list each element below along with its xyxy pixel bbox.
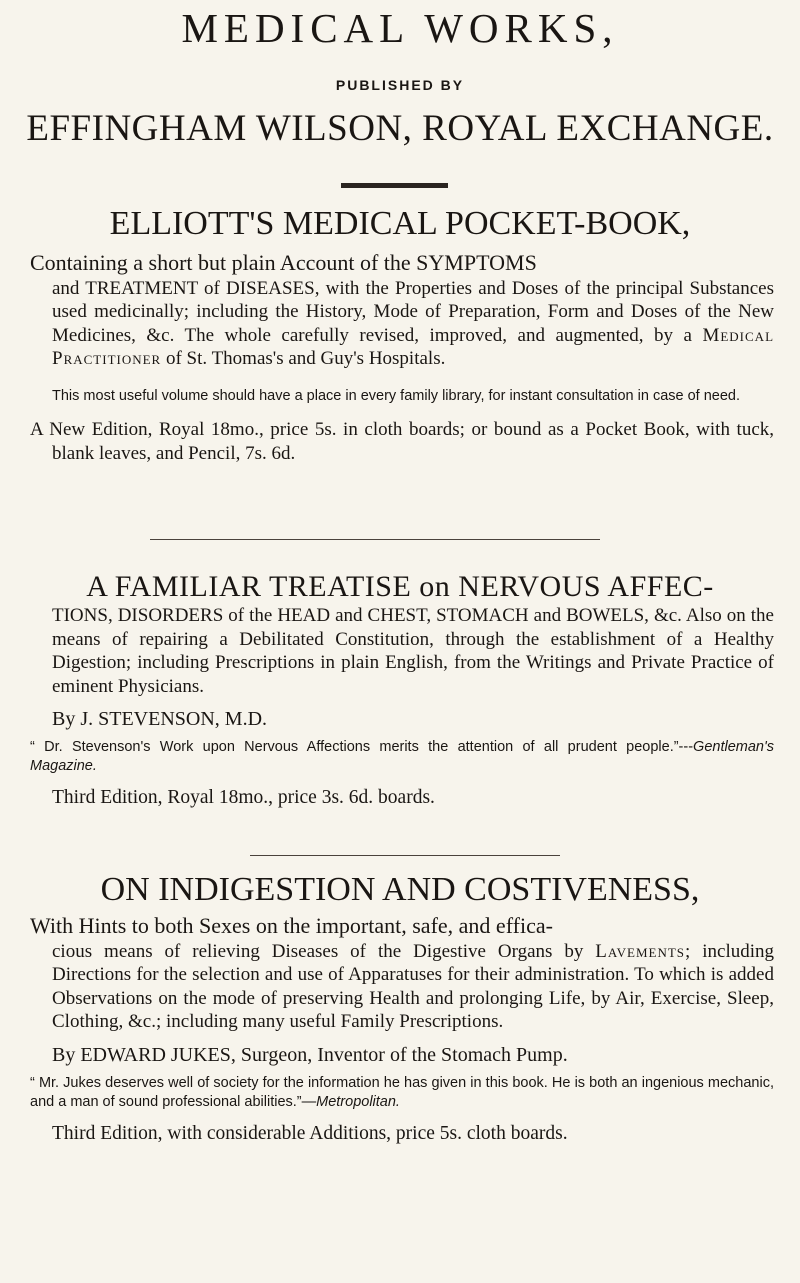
book-3-quote-text: “ Mr. Jukes deserves well of society for the information he has given in this book. He is both an ingenious mechanic, and a man of sound professional abilities.”— [30,1074,774,1110]
book-3-quote [30,1074,774,1112]
book-2-quote-source: Gentleman's Magazine. [30,739,774,775]
page-title: MEDICAL WORKS, [181,5,619,51]
section-divider-2 [250,855,560,856]
book-2-quote-text: “ Dr. Stevenson's Work upon Nervous Affections merits the attention of all prudent people.”--- [30,739,694,756]
book-1-lead: Containing a short but plain Account of the SYMPTOMS [30,250,537,275]
book-3-title: ON INDIGESTION AND COSTIVENESS, [100,871,700,908]
book-3-description-smallcaps: Lavements [595,940,686,962]
book-1-note: This most useful volume should have a place in every family library, for instant consultation in case of need. [52,387,741,404]
book-2-author: By J. STEVENSON, M.D. [52,708,268,731]
book-1-edition: A New Edition, Royal 18mo., price 5s. in cloth boards; or bound as a Pocket Book, with tuck, blank leaves, and Pencil, 7s. 6d. [30,418,774,464]
book-3-description-wrap [30,940,774,1034]
book-1-description-smallcaps: Medical Practitioner [52,324,775,370]
book-3-edition: Third Edition, with considerable Additions, price 5s. cloth boards. [52,1122,568,1144]
book-3-author: By EDWARD JUKES, Surgeon, Inventor of the Stomach Pump. [52,1043,568,1066]
book-1-description-end: of St. Thomas's and Guy's Hospitals. [165,348,446,370]
publisher-name: EFFINGHAM WILSON, ROYAL EXCHANGE. [26,108,774,149]
book-1-description [30,251,774,371]
header-divider [341,183,448,188]
book-3-description-text: cious means of relieving Diseases of the Digestive Organs by [52,940,584,962]
book-2-edition: Third Edition, Royal 18mo., price 3s. 6d. boards. [52,787,435,809]
book-3-description-end: ; including Directions for the selection and use of Apparatuses for their administration. To which is added Observations on the mode of preserving Health and prolonging Life, by Air, Exercise, Sleep, Clothing, &c.; including many useful Family Prescriptions. [52,940,775,1033]
book-2-quote [30,738,774,776]
book-2-body [30,604,774,810]
book-1-description-text: and TREATMENT of DISEASES, with the Properties and Doses of the principal Substances used medicinally; including the History, Mode of Preparation, Form and Doses of the New Medicines, &c. The whole carefully revised, improved, and augmented, by a [52,277,774,346]
book-3-quote-source: Metropolitan. [316,1093,400,1110]
section-divider-1 [150,539,600,540]
book-1-title: ELLIOTT'S MEDICAL POCKET-BOOK, [109,205,691,242]
book-2-title: A FAMILIAR TREATISE on NERVOUS AFFEC- [86,570,714,603]
book-1-body [30,251,774,465]
book-3-lead: With Hints to both Sexes on the important, safe, and effica- [30,913,553,938]
book-3-description [30,914,774,1034]
book-3-body [30,914,774,1146]
book-1-description-wrap [30,277,774,371]
published-by-label: PUBLISHED BY [335,77,465,93]
book-2-description: TIONS, DISORDERS of the HEAD and CHEST, STOMACH and BOWELS, &c. Also on the means of repairing a Debilitated Constitution, through the establishment of a Healthy Digestion; including Prescriptions in plain English, from the Writings and Private Practice of eminent Physicians. [52,605,774,697]
